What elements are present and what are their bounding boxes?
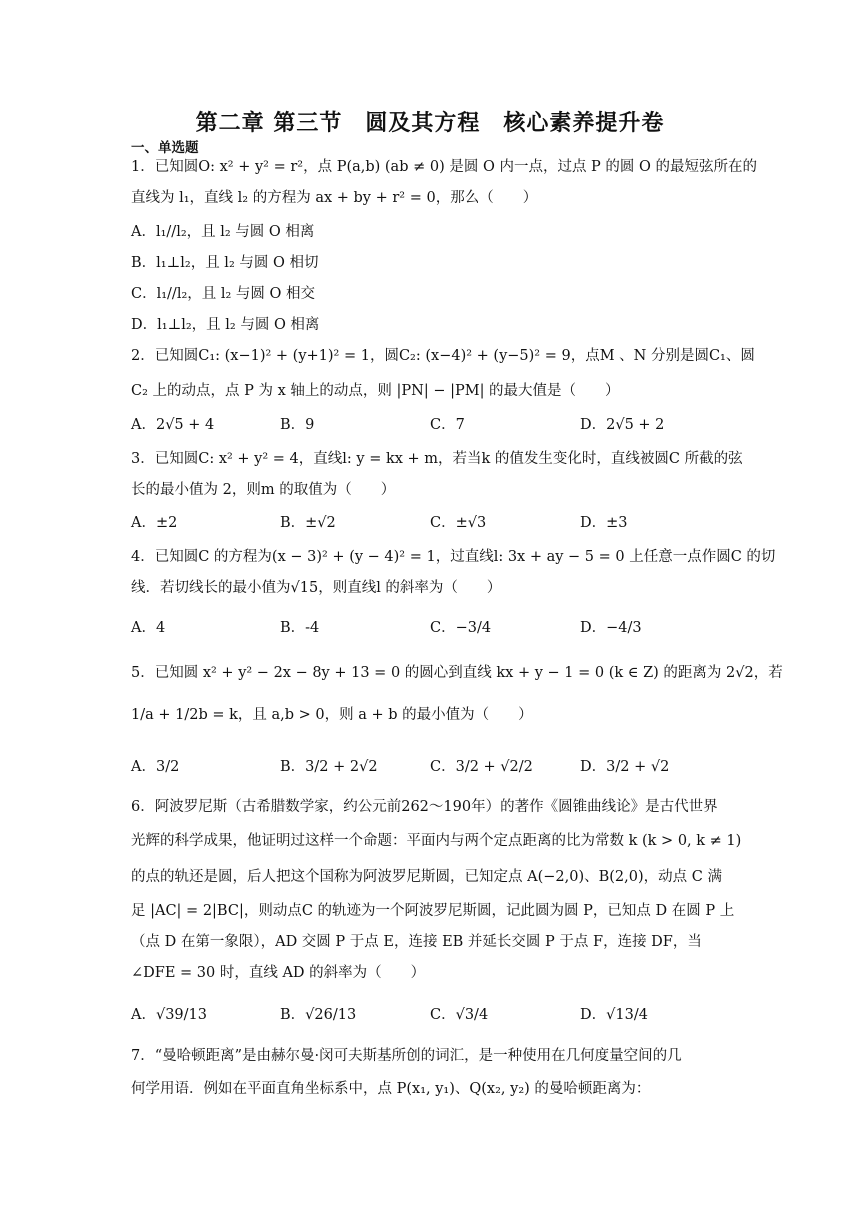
q1-option-d: D．l₁⊥l₂，且 l₂ 与圆 O 相离 — [131, 317, 320, 333]
q2-option-b: B．9 — [280, 417, 315, 433]
q4-stem-line-1: 4．已知圆C 的方程为(x − 3)² + (y − 4)² = 1，过直线l: 3x + ay − 5 = 0 上任意一点作圆C 的切 — [131, 549, 776, 565]
q6-option-b: B．√26/13 — [280, 1007, 357, 1023]
q5-stem-line-2: 1/a + 1/2b = k，且 a,b > 0，则 a + b 的最小值为（ ） — [131, 707, 533, 723]
q2-option-d: D．2√5 + 2 — [580, 417, 665, 433]
q7-stem-line-1: 7．“曼哈顿距离”是由赫尔曼·闵可夫斯基所创的词汇，是一种使用在几何度量空间的几 — [131, 1048, 682, 1064]
q5-option-c: C．3/2 + √2/2 — [430, 759, 533, 775]
q6-stem-line-1: 6．阿波罗尼斯（古希腊数学家，约公元前262～190年）的著作《圆锥曲线论》是古代世界 — [131, 799, 718, 815]
q4-option-d: D．−4/3 — [580, 620, 642, 636]
q6-stem-line-5: （点 D 在第一象限），AD 交圆 P 于点 E，连接 EB 并延长交圆 P 于点 F，连接 DF，当 — [131, 934, 702, 950]
q6-option-d: D．√13/4 — [580, 1007, 648, 1023]
q1-option-c: C．l₁//l₂，且 l₂ 与圆 O 相交 — [131, 286, 316, 302]
q3-option-d: D．±3 — [580, 515, 628, 531]
q4-stem-line-2: 线．若切线长的最小值为√15，则直线l 的斜率为（ ） — [131, 580, 502, 596]
q2-option-c: C．7 — [430, 417, 465, 433]
q5-stem-line-1: 5．已知圆 x² + y² − 2x − 8y + 13 = 0 的圆心到直线 kx + y − 1 = 0 (k ∈ Z) 的距离为 2√2，若 — [131, 665, 783, 681]
q4-option-c: C．−3/4 — [430, 620, 492, 636]
q1-stem-line-2: 直线为 l₁，直线 l₂ 的方程为 ax + by + r² = 0，那么（ ） — [131, 190, 538, 206]
q3-option-a: A．±2 — [131, 515, 178, 531]
q6-stem-line-6: ∠DFE = 30 时，直线 AD 的斜率为（ ） — [131, 965, 426, 981]
q3-stem-line-1: 3．已知圆C: x² + y² = 4，直线l: y = kx + m，若当k 的值发生变化时，直线被圆C 所截的弦 — [131, 451, 743, 467]
q3-option-c: C．±√3 — [430, 515, 487, 531]
q5-option-b: B．3/2 + 2√2 — [280, 759, 378, 775]
q5-option-a: A．3/2 — [131, 759, 180, 775]
q4-option-a: A．4 — [131, 620, 166, 636]
q3-stem-line-2: 长的最小值为 2，则m 的取值为（ ） — [131, 482, 396, 498]
q1-stem-line-1: 1．已知圆O: x² + y² = r²，点 P(a,b) (ab ≠ 0) 是圆 O 内一点，过点 P 的圆 O 的最短弦所在的 — [131, 159, 758, 175]
q6-option-c: C．√3/4 — [430, 1007, 489, 1023]
q6-stem-line-2: 光辉的科学成果，他证明过这样一个命题：平面内与两个定点距离的比为常数 k (k > 0, k ≠ 1) — [131, 833, 742, 849]
q4-option-b: B．-4 — [280, 620, 320, 636]
q5-option-d: D．3/2 + √2 — [580, 759, 670, 775]
q3-option-b: B．±√2 — [280, 515, 336, 531]
q7-stem-line-2: 何学用语．例如在平面直角坐标系中，点 P(x₁, y₁)、Q(x₂, y₂) 的曼哈顿距离为： — [131, 1081, 651, 1097]
q6-option-a: A．√39/13 — [131, 1007, 207, 1023]
q1-option-b: B．l₁⊥l₂，且 l₂ 与圆 O 相切 — [131, 255, 319, 271]
q2-option-a: A．2√5 + 4 — [131, 417, 215, 433]
q6-stem-line-4: 足 |AC| = 2|BC|，则动点C 的轨迹为一个阿波罗尼斯圆，记此圆为圆 P，已知点 D 在圆 P 上 — [131, 903, 735, 919]
q6-stem-line-3: 的点的轨还是圆，后人把这个国称为阿波罗尼斯圆，已知定点 A(−2,0)、B(2,0)，动点 C 满 — [131, 869, 722, 885]
q2-stem-line-2: C₂ 上的动点，点 P 为 x 轴上的动点，则 |PN| − |PM| 的最大值是（ ） — [131, 383, 620, 399]
q1-option-a: A．l₁//l₂，且 l₂ 与圆 O 相离 — [131, 224, 315, 240]
page-title: 第二章 第三节 圆及其方程 核心素养提升卷 — [195, 111, 665, 136]
section-heading: 一、单选题 — [131, 140, 199, 156]
q2-stem-line-1: 2．已知圆C₁: (x−1)² + (y+1)² = 1，圆C₂: (x−4)² + (y−5)² = 9，点M 、N 分别是圆C₁、圆 — [131, 348, 755, 364]
